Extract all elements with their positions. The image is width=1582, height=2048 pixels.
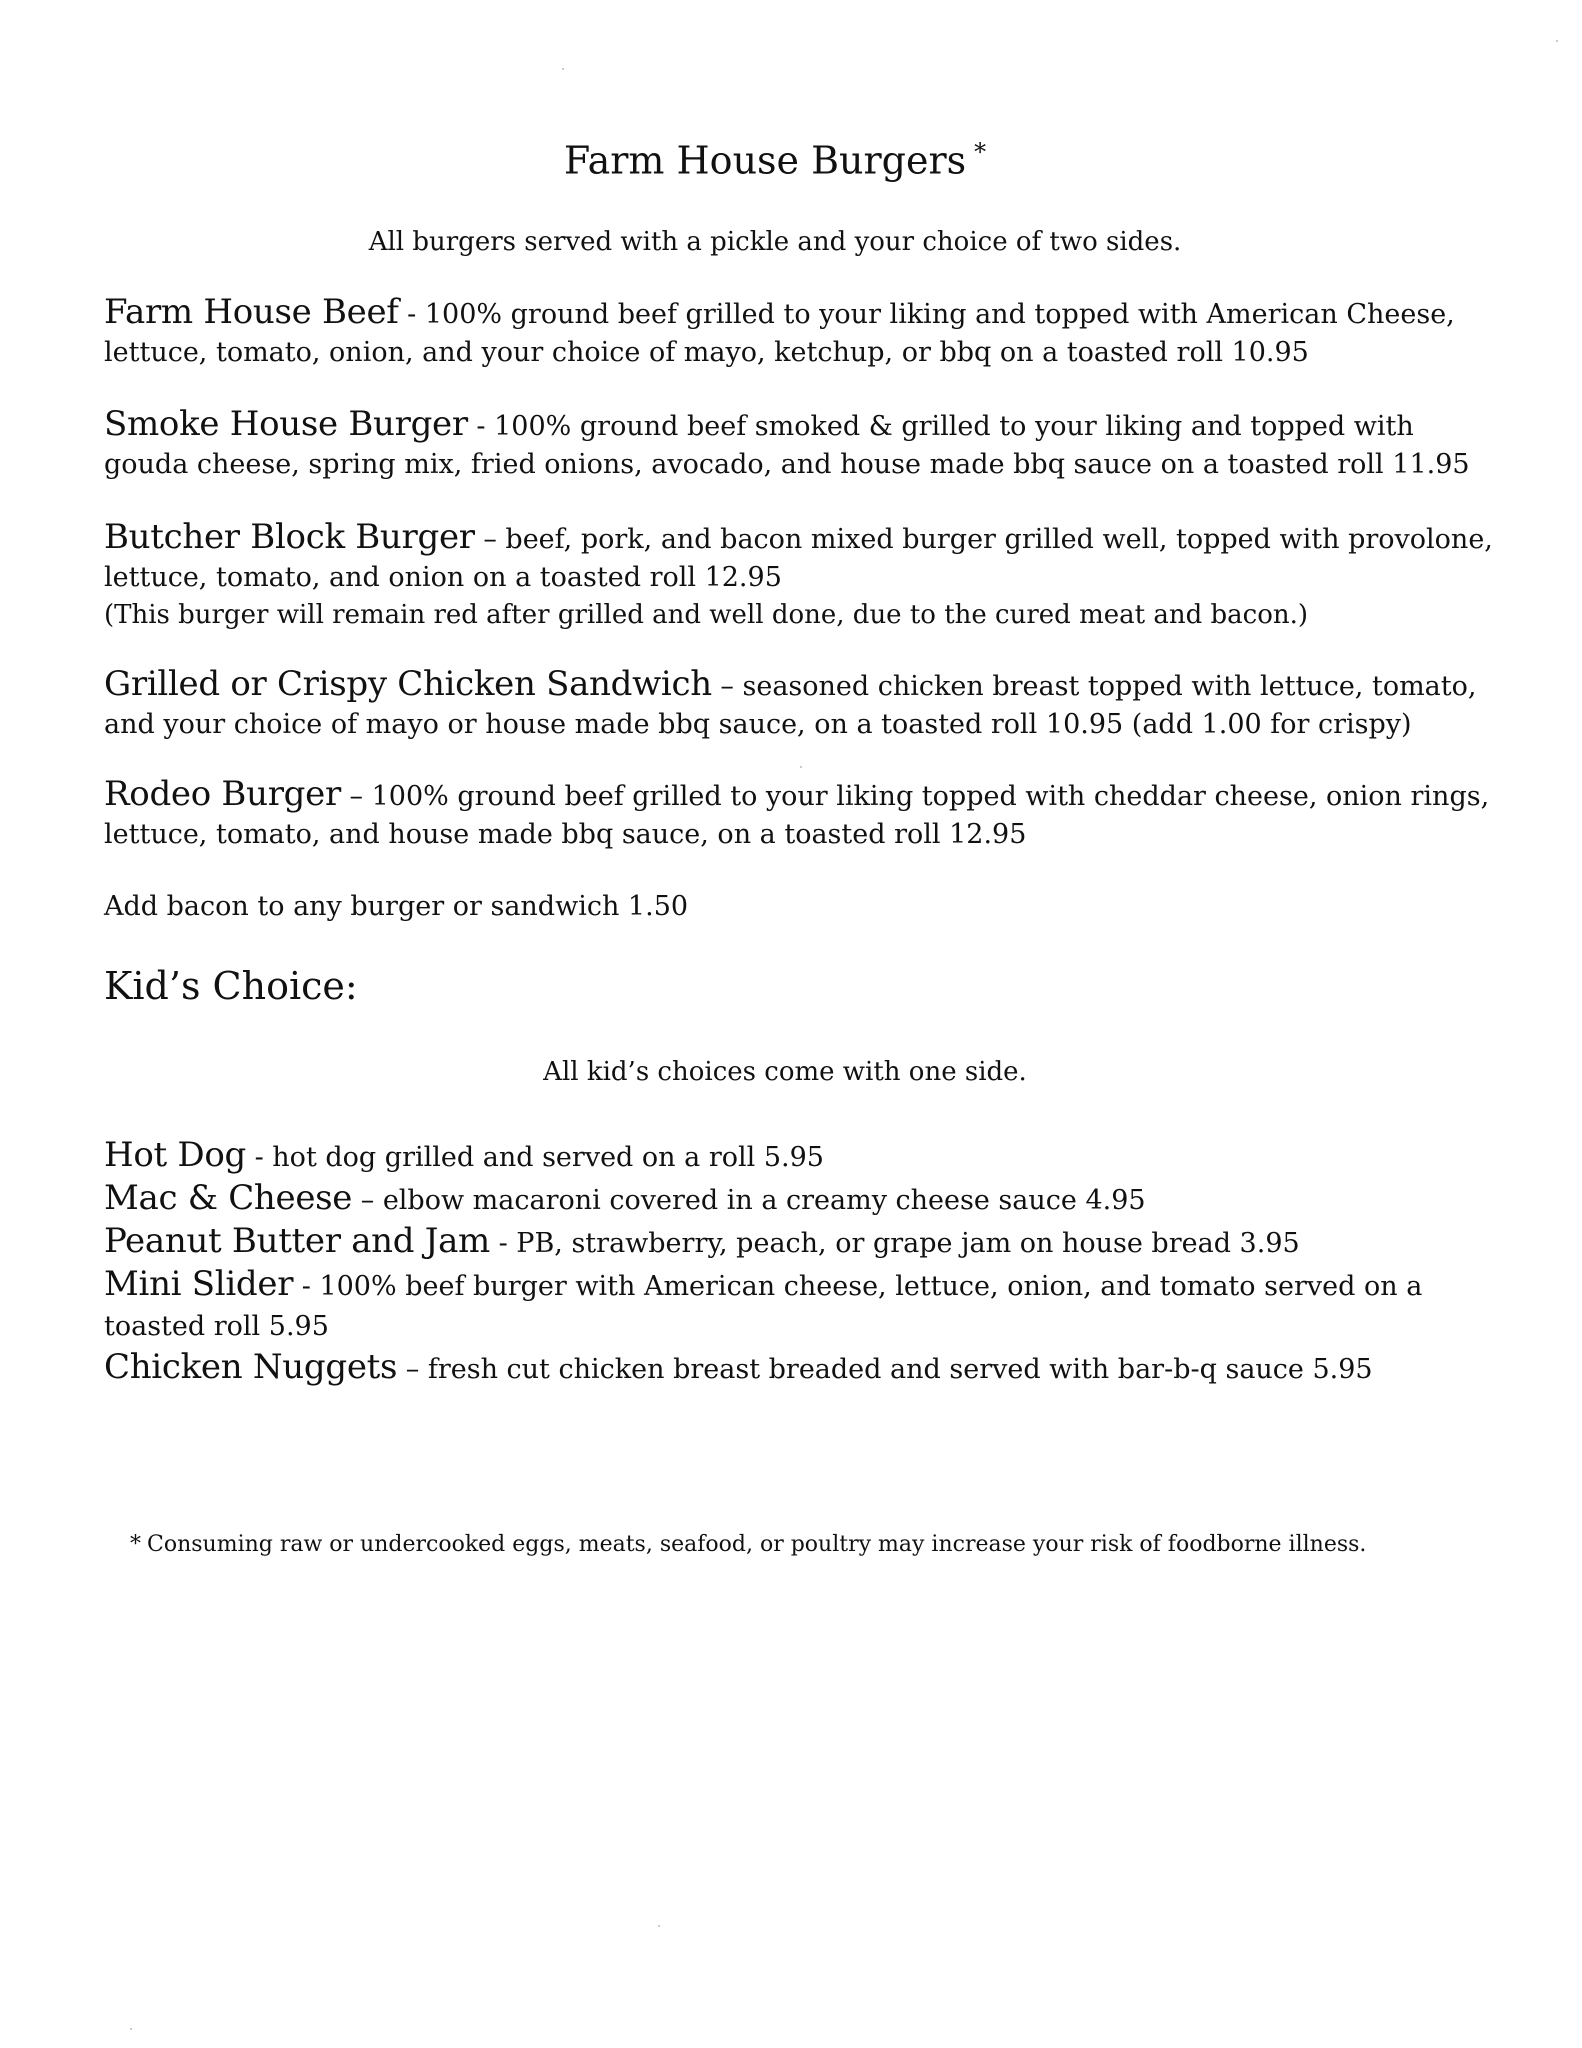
item-description: 100% ground beef smoked & grilled to your liking and topped with gouda cheese, spring mix, fried onions, avocado, and house made bbq sauce on a toasted roll 11.95 (104, 411, 1470, 480)
disclaimer-asterisk: * (130, 1532, 141, 1557)
menu-item-butcher-block-burger (104, 518, 1504, 633)
item-description: fresh cut chicken breast breaded and served with bar-b-q sauce 5.95 (427, 1354, 1373, 1385)
item-separator: – (711, 671, 743, 702)
item-separator: – (397, 1354, 428, 1385)
item-name: Rodeo Burger (104, 774, 341, 814)
scan-speck (562, 68, 564, 70)
item-name: Hot Dog (104, 1135, 246, 1175)
item-description: 100% ground beef grilled to your liking and topped with American Cheese, lettuce, tomato, onion, and your choice of mayo, ketchup, or bbq on a toasted roll 10.95 (104, 299, 1455, 368)
item-separator: – (474, 524, 506, 555)
item-name: Peanut Butter and Jam (104, 1221, 490, 1261)
item-separator: - (398, 299, 425, 330)
item-name: Butcher Block Burger (104, 517, 475, 557)
scan-speck (1556, 40, 1558, 42)
item-separator: - (489, 1228, 517, 1259)
bacon-addon: Add bacon to any burger or sandwich 1.50 (104, 891, 689, 922)
menu-item-rodeo-burger (104, 775, 1504, 854)
item-separator: – (352, 1185, 383, 1216)
item-description: 100% beef burger with American cheese, lettuce, onion, and tomato served on a toasted roll 5.95 (104, 1271, 1423, 1342)
kids-item-chicken-nuggets (104, 1347, 1504, 1390)
item-name: Farm House Beef (104, 292, 399, 332)
item-description: beef, pork, and bacon mixed burger grilled well, topped with provolone, lettuce, tomato, and onion on a toasted roll 12.95 (104, 524, 1493, 593)
scan-speck (658, 1925, 660, 1927)
item-description: 100% ground beef grilled to your liking topped with cheddar cheese, onion rings, lettuce, tomato, and house made bbq sauce, on a toasted roll 12.95 (104, 781, 1490, 850)
kids-item-mac-cheese (104, 1178, 1504, 1221)
item-name: Mini Slider (104, 1264, 294, 1304)
kids-menu-list (104, 1135, 1504, 1390)
menu-item-farm-house-beef (104, 293, 1504, 372)
item-description: hot dog grilled and served on a roll 5.95 (272, 1142, 824, 1173)
disclaimer-text: Consuming raw or undercooked eggs, meats, seafood, or poultry may increase your risk of foodborne illness. (147, 1532, 1367, 1557)
burgers-subtitle: All burgers served with a pickle and your choice of two sides. (368, 227, 1182, 257)
menu-title (0, 128, 1550, 185)
kids-choice-heading: Kid’s Choice: (104, 964, 358, 1008)
kids-item-mini-slider (104, 1264, 1504, 1347)
scan-speck (800, 766, 802, 768)
menu-title-text: Farm House Burgers (563, 138, 967, 183)
item-description: elbow macaroni covered in a creamy cheese sauce 4.95 (382, 1185, 1146, 1216)
item-description: PB, strawberry, peach, or grape jam on house bread 3.95 (516, 1228, 1300, 1259)
item-name: Chicken Nuggets (104, 1347, 398, 1387)
item-separator: - (293, 1271, 320, 1302)
kids-item-pb-jam (104, 1221, 1504, 1264)
kids-item-hot-dog (104, 1135, 1504, 1178)
item-name: Smoke House Burger (104, 404, 468, 444)
menu-item-chicken-sandwich (104, 665, 1504, 744)
menu-item-smoke-house-burger (104, 405, 1504, 484)
item-name: Grilled or Crispy Chicken Sandwich (104, 664, 712, 704)
item-note: (This burger will remain red after grilled and well done, due to the cured meat and bacon.) (104, 600, 1308, 630)
kids-subtitle: All kid’s choices come with one side. (543, 1057, 1027, 1087)
item-separator: – (340, 781, 372, 812)
item-separator: - (467, 411, 495, 442)
title-asterisk: * (974, 138, 987, 166)
item-description: seasoned chicken breast topped with lettuce, tomato, and your choice of mayo or house made bbq sauce, on a toasted roll 10.95 (add 1.00 for crispy) (104, 671, 1477, 740)
scan-speck (130, 2028, 132, 2030)
foodborne-illness-disclaimer (130, 1530, 1430, 1560)
item-separator: - (246, 1142, 273, 1173)
item-name: Mac & Cheese (104, 1178, 353, 1218)
